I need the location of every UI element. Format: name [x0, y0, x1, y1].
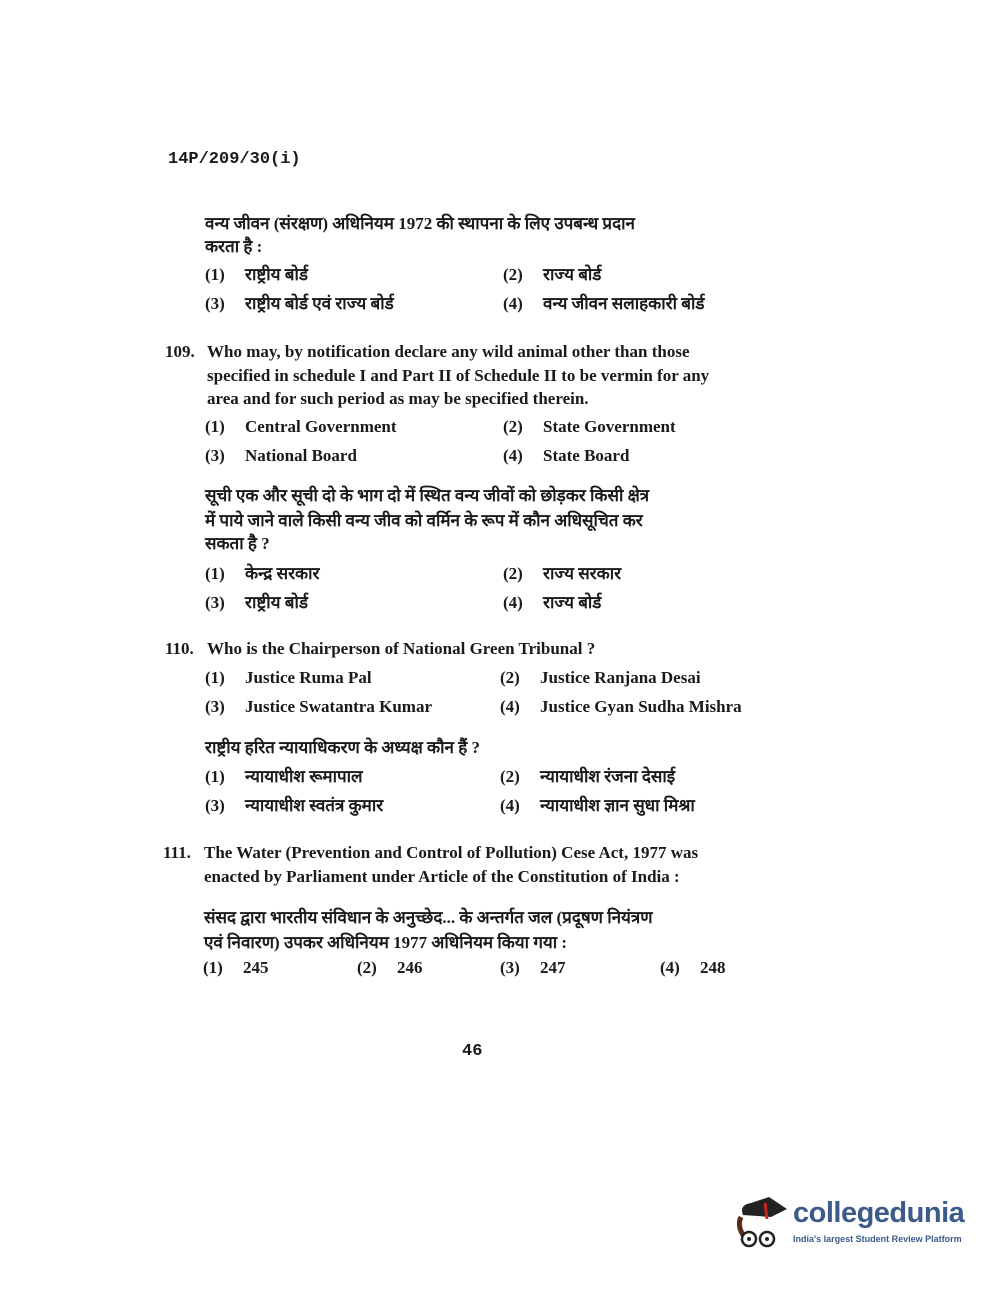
paper-code: 14P/209/30(i): [168, 150, 301, 169]
option: (4) राज्य बोर्ड: [503, 593, 602, 612]
q111-line: The Water (Prevention and Control of Pollution) Cese Act, 1977 was: [204, 843, 699, 862]
q111-line: enacted by Parliament under Article of the Constitution of India :: [204, 867, 680, 886]
q109-hindi-line: सकता है ?: [205, 534, 270, 553]
question-number: 110.: [165, 639, 194, 658]
option: (3) न्यायाधीश स्वतंत्र कुमार: [205, 796, 384, 815]
option: (3) 247: [500, 958, 566, 977]
option: (2) Justice Ranjana Desai: [500, 668, 701, 687]
option: (4) 248: [660, 958, 726, 977]
question-number: 111.: [163, 843, 191, 862]
option: (1) न्यायाधीश रूमापाल: [205, 767, 363, 786]
q108-hindi-line: करता है :: [205, 237, 263, 256]
option: (4) न्यायाधीश ज्ञान सुधा मिश्रा: [500, 796, 695, 815]
option: (2) State Government: [503, 417, 676, 436]
q109-hindi-line: में पाये जाने वाले किसी वन्य जीव को वर्मिन के रूप में कौन अधिसूचित कर: [205, 511, 643, 530]
q109-hindi-line: सूची एक और सूची दो के भाग दो में स्थित वन्य जीवों को छोड़कर किसी क्षेत्र: [205, 486, 650, 505]
q108-hindi-line: वन्य जीवन (संरक्षण) अधिनियम 1972 की स्थापना के लिए उपबन्ध प्रदान: [205, 214, 635, 233]
q110-hindi-line: राष्ट्रीय हरित न्यायाधिकरण के अध्यक्ष कौन हैं ?: [205, 738, 480, 757]
option: (4) वन्य जीवन सलाहकारी बोर्ड: [503, 294, 705, 313]
option: (1) 245: [203, 958, 269, 977]
option: (2) राज्य सरकार: [503, 564, 622, 583]
option: (2) 246: [357, 958, 423, 977]
q111-hindi-line: संसद द्वारा भारतीय संविधान के अनुच्छेद... के अन्तर्गत जल (प्रदूषण नियंत्रण: [204, 908, 653, 927]
option: (3) Justice Swatantra Kumar: [205, 697, 432, 716]
mascot-icon: [735, 1195, 791, 1255]
option: (4) Justice Gyan Sudha Mishra: [500, 697, 742, 716]
page-number: 46: [462, 1042, 483, 1061]
brand-name: collegedunia: [793, 1197, 965, 1229]
option: (1) केन्द्र सरकार: [205, 564, 320, 583]
q109-line: Who may, by notification declare any wild animal other than those: [207, 342, 690, 361]
q111-hindi-line: एवं निवारण) उपकर अधिनियम 1977 अधिनियम किया गया :: [204, 933, 568, 952]
option: (3) राष्ट्रीय बोर्ड एवं राज्य बोर्ड: [205, 294, 394, 313]
option: (2) राज्य बोर्ड: [503, 265, 602, 284]
question-number: 109.: [165, 342, 195, 361]
option: (2) न्यायाधीश रंजना देसाई: [500, 767, 676, 786]
collegedunia-logo: [735, 1195, 965, 1257]
q110-line: Who is the Chairperson of National Green Tribunal ?: [207, 639, 596, 658]
option: (1) Central Government: [205, 417, 397, 436]
option: (3) राष्ट्रीय बोर्ड: [205, 593, 309, 612]
option: (1) राष्ट्रीय बोर्ड: [205, 265, 309, 284]
option: (4) State Board: [503, 446, 630, 465]
option: (1) Justice Ruma Pal: [205, 668, 372, 687]
option: (3) National Board: [205, 446, 357, 465]
brand-tagline: India's largest Student Review Platform: [793, 1234, 962, 1244]
q109-line: area and for such period as may be specified therein.: [207, 389, 589, 408]
q109-line: specified in schedule I and Part II of Schedule II to be vermin for any: [207, 366, 710, 385]
